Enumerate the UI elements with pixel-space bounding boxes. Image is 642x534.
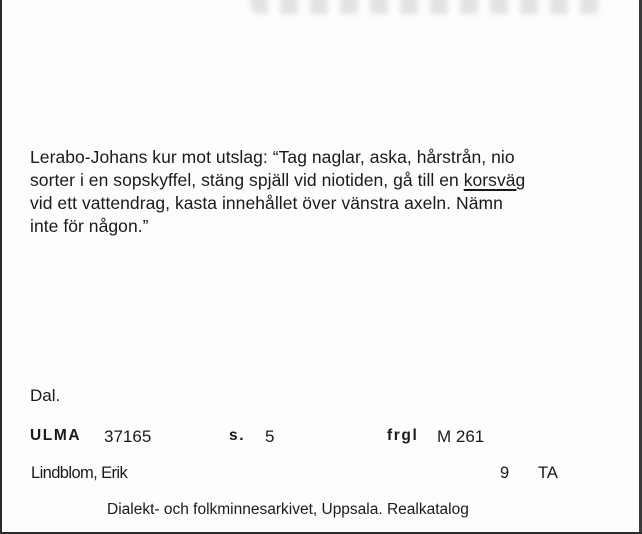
body-line-2 — [30, 169, 620, 192]
bleed-through-text — [250, 0, 610, 14]
archive-footer: Dialekt- och folkminnesarkivet, Uppsala. Realkatalog — [107, 501, 469, 518]
body-line-1: Lerabo-Johans kur mot utslag: “Tag naglar, aska, hårstrån, nio — [30, 147, 515, 167]
reference-row — [0, 427, 642, 449]
collector-name: Lindblom, Erik — [31, 464, 128, 482]
page-number: 5 — [265, 427, 275, 446]
region-label: Dal. — [30, 386, 61, 405]
ulma-number: 37165 — [104, 427, 152, 446]
frgl-label: frgl — [387, 427, 419, 444]
underlined-word: korsväg — [463, 170, 526, 190]
body-line-3: vid ett vattendrag, kasta innehållet över vänstra axeln. Nämn — [30, 193, 503, 213]
card-body-text — [30, 146, 620, 238]
ulma-label: ULMA — [30, 427, 82, 444]
body-line-2-text: sorter i en sopskyffel, stäng spjäll vid niotiden, gå till en — [30, 170, 464, 190]
card-left-edge — [0, 0, 2, 534]
body-line-4: inte för någon.” — [30, 216, 149, 236]
count-value: 9 — [500, 464, 510, 482]
place-code: TA — [538, 464, 558, 482]
page-label: s. — [229, 427, 246, 444]
frgl-number: M 261 — [437, 427, 485, 446]
